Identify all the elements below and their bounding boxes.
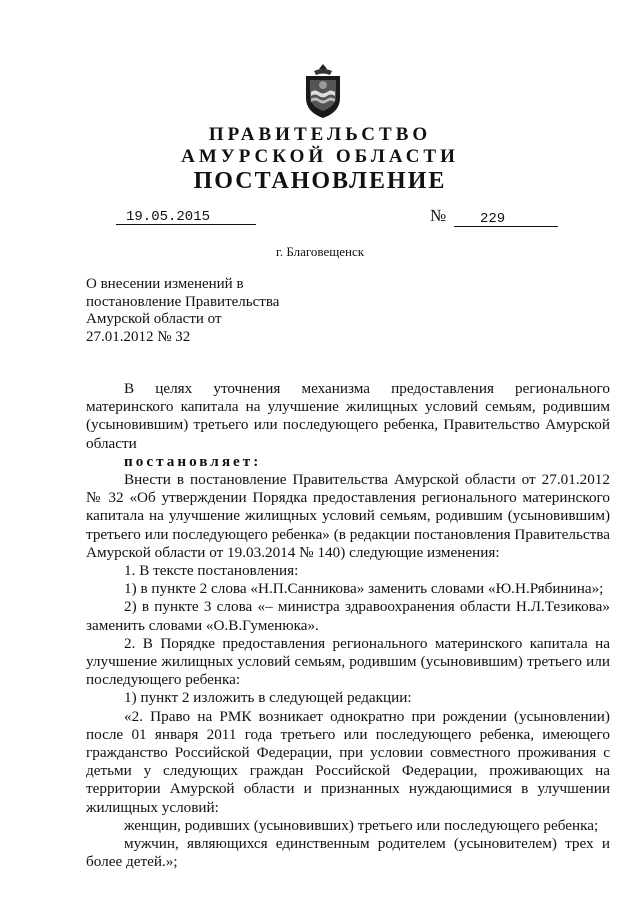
- body-paragraph: Внести в постановление Правительства Амурской области от 27.01.2012 № 32 «Об утверждении Порядка предоставления регионального материнского капитала на улучшение жилищных условий семьям, родившим (усыновившим) третьего или последующего ребенка» (в редакции постановления Правительства Амурской области от 19.03.2014 № 140) следующие изменения:: [86, 471, 610, 561]
- body-paragraph: женщин, родивших (усыновивших) третьего или последующего ребенка;: [124, 816, 599, 834]
- body-paragraph: 1. В тексте постановления:: [124, 562, 299, 580]
- government-title-line1: ПРАВИТЕЛЬСТВО: [208, 124, 432, 145]
- body-paragraph: 2) в пункте 3 слова «– министра здравоохранения области Н.Л.Тезикова» заменить словами «О.В.Гуменюка».: [86, 598, 610, 634]
- number-sign: №: [430, 206, 447, 225]
- subject-line: 27.01.2012 № 32: [86, 328, 191, 345]
- body-paragraph: «2. Право на РМК возникает однократно при рождении (усыновлении) после 01 января 2011 года третьего или последующего ребенка, имеющего гражданство Российской Федерации, при условии совместного проживания с детьми у следующих граждан Российской Федерации, проживающих на территории Амурской области и признанных нуждающимися в улучшении жилищных условий:: [86, 707, 610, 816]
- body-paragraph: мужчин, являющихся единственным родителем (усыновителем) трех и более детей.»;: [86, 835, 610, 871]
- body-paragraph: 1) пункт 2 изложить в следующей редакции:: [124, 689, 412, 707]
- subject-block: [86, 276, 326, 346]
- body-paragraph: 2. В Порядке предоставления регионального материнского капитала на улучшение жилищных условий семьям, родившим (усыновившим) третьего или последующего ребенка:: [86, 634, 610, 689]
- document-number: 229: [454, 212, 558, 227]
- city-name: г. Благовещенск: [275, 244, 365, 259]
- coat-of-arms-icon: [300, 62, 346, 120]
- body-paragraph: 1) в пункте 2 слова «Н.П.Санникова» заменить словами «Ю.Н.Рябинина»;: [124, 580, 604, 598]
- resolve-heading: постановляет:: [124, 452, 262, 470]
- intro-paragraph: В целях уточнения механизма предоставления регионального материнского капитала на улучшение жилищных условий семьям, родившим (усыновившим) третьего или последующего ребенка, Правительство Амурской области: [86, 380, 610, 452]
- subject-line: постановление Правительства: [86, 293, 280, 310]
- government-title-line2: АМУРСКОЙ ОБЛАСТИ: [181, 146, 459, 167]
- subject-line: О внесении изменений в: [86, 276, 244, 292]
- document-date: 19.05.2015: [116, 210, 256, 225]
- document-body: [86, 380, 610, 871]
- subject-line: Амурской области от: [86, 311, 222, 327]
- document-type-title: ПОСТАНОВЛЕНИЕ: [193, 168, 447, 194]
